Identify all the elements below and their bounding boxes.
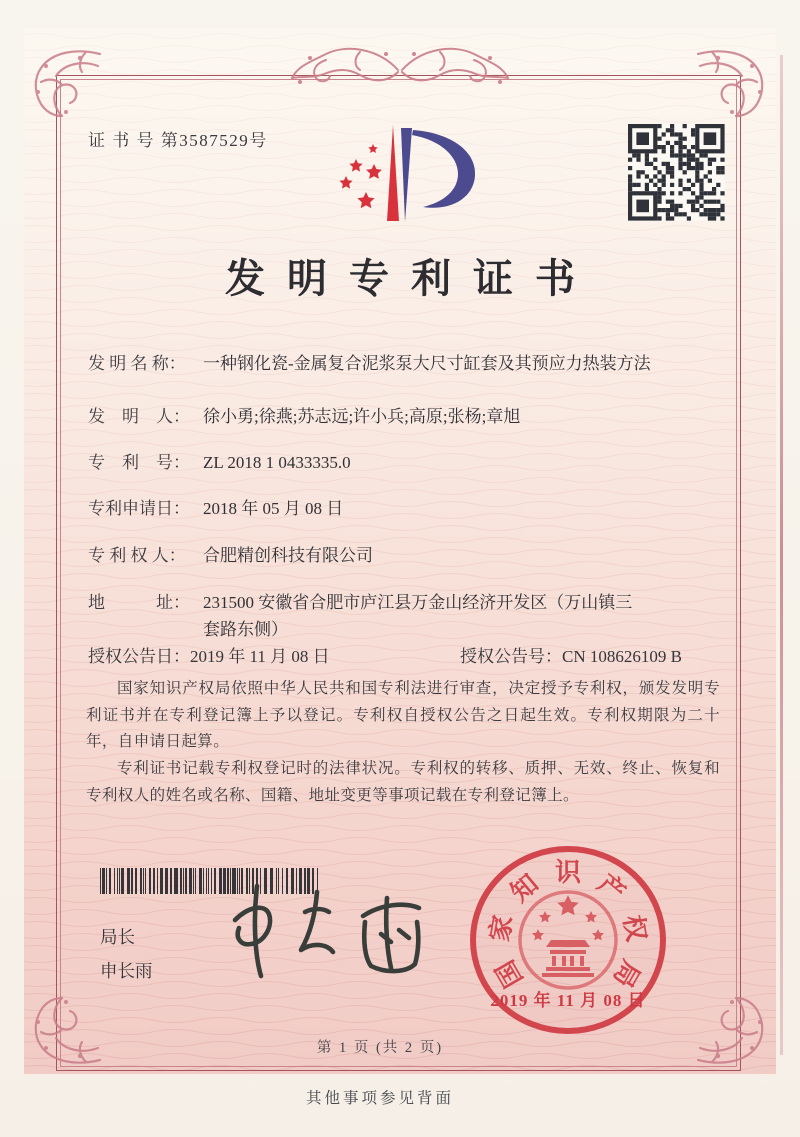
field-row-address bbox=[88, 589, 728, 643]
commissioner-signature bbox=[205, 878, 435, 983]
grant-number-label: 授权公告号： bbox=[460, 647, 562, 666]
grant-date-label: 授权公告日： bbox=[88, 647, 190, 666]
grant-date-value: 2019 年 11 月 08 日 bbox=[190, 647, 330, 666]
cnipa-logo-icon bbox=[336, 118, 486, 236]
svg-text:局: 局 bbox=[607, 955, 646, 993]
field-label: 地 址： bbox=[88, 593, 190, 612]
svg-text:知: 知 bbox=[505, 868, 544, 908]
field-row-invention-name bbox=[88, 350, 728, 377]
field-label: 专 利 权 人： bbox=[88, 546, 186, 565]
field-row-filing-date bbox=[88, 495, 728, 522]
field-value: 231500 安徽省合肥市庐江县万金山经济开发区（万山镇三套路东侧） bbox=[203, 593, 633, 639]
qr-code bbox=[628, 124, 725, 221]
seal-date: 2019 年 11 月 08 日 bbox=[490, 991, 646, 1010]
field-value: 徐小勇;徐燕;苏志远;许小兵;高原;张杨;章旭 bbox=[203, 407, 521, 426]
field-value: 一种钢化瓷-金属复合泥浆泵大尺寸缸套及其预应力热装方法 bbox=[203, 354, 651, 373]
field-row-grant bbox=[88, 643, 728, 670]
signer-name: 申长雨 bbox=[100, 961, 153, 981]
svg-text:权: 权 bbox=[617, 912, 652, 944]
field-label: 专利申请日： bbox=[88, 499, 190, 518]
field-label: 专 利 号： bbox=[88, 453, 190, 472]
certificate-title: 发明专利证书 bbox=[225, 256, 597, 301]
page-indicator: 第 1 页 (共 2 页) bbox=[316, 1040, 444, 1056]
field-value: 合肥精创科技有限公司 bbox=[203, 546, 373, 565]
svg-text:国: 国 bbox=[490, 955, 529, 993]
grant-number-value: CN 108626109 B bbox=[562, 647, 682, 666]
legal-paragraph: 专利证书记载专利权登记时的法律状况。专利权的转移、质押、无效、终止、恢复和专利权人的姓名或名称、国籍、地址变更等事项记载在专利登记簿上。 bbox=[86, 759, 720, 804]
field-value: ZL 2018 1 0433335.0 bbox=[203, 453, 351, 472]
svg-text:识: 识 bbox=[554, 858, 582, 887]
certificate-number: 证 书 号 第3587529号 bbox=[88, 131, 268, 150]
svg-text:家: 家 bbox=[484, 912, 519, 944]
field-label: 发 明 人： bbox=[88, 407, 190, 426]
back-note: 其他事项参见背面 bbox=[305, 1090, 454, 1107]
field-value: 2018 年 05 月 08 日 bbox=[203, 499, 344, 518]
field-row-patent-number bbox=[88, 449, 728, 476]
legal-text bbox=[86, 676, 720, 809]
legal-paragraph: 国家知识产权局依照中华人民共和国专利法进行审查，决定授予专利权，颁发发明专利证书并在专利登记簿上予以登记。专利权自授权公告之日起生效。专利权期限为二十年，自申请日起算。 bbox=[86, 680, 720, 751]
signer-block bbox=[100, 920, 153, 988]
signer-title: 局长 bbox=[100, 927, 135, 947]
field-row-inventors bbox=[88, 403, 728, 430]
official-seal bbox=[466, 843, 670, 1041]
field-label: 发 明 名 称： bbox=[88, 354, 186, 373]
field-row-patentee bbox=[88, 542, 728, 569]
grant-number-pair bbox=[460, 643, 682, 670]
photo-page-edge bbox=[780, 55, 783, 1055]
svg-text:产: 产 bbox=[592, 868, 631, 908]
